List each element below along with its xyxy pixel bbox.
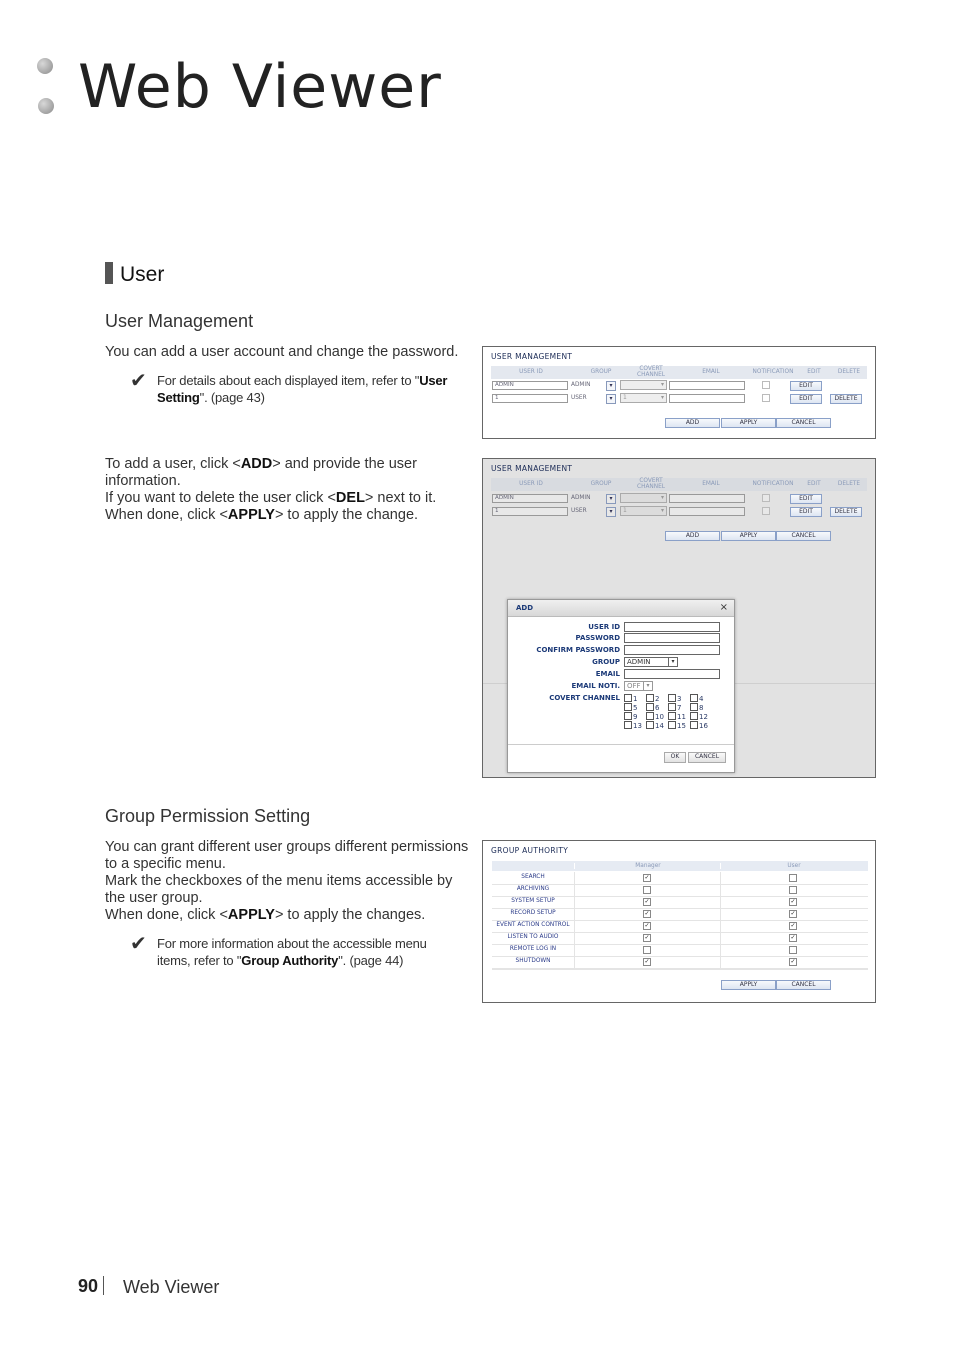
group-dropdown-icon[interactable]: ▾ [606,394,616,404]
user-id-field[interactable]: ADMIN [492,381,568,390]
page-number: 90 [78,1276,99,1296]
covert-channel-checkbox[interactable]: 8 [690,703,703,712]
user-permission-checkbox[interactable]: ✓ [790,898,796,905]
chevron-down-icon: ▾ [668,658,677,666]
edit-button: EDIT [790,494,822,504]
group-permission-text: You can grant different user groups different permissions to a specific menu. Mark the checkboxes of the menu items accessible by the user group. When done, click <APPLY> to apply the changes. [105,839,469,923]
group-label: GROUP [592,658,620,666]
checkbox-icon [690,703,698,711]
menu-item-name: SHUTDOWN [515,958,551,964]
manager-permission-checkbox[interactable]: ✓ [644,898,650,905]
chevron-down-icon: ▾ [643,682,652,690]
checkbox-icon [646,712,654,720]
add-user-instructions: To add a user, click <ADD> and provide the user information. If you want to delete the user click <DEL> next to it. When done, click <APPLY> to apply the change. [105,456,437,523]
checkbox-icon [668,712,676,720]
footer-divider [103,1276,104,1295]
covert-channel-checkbox[interactable]: 1 [624,694,637,703]
apply-button: APPLY [721,531,776,541]
user-management-intro: You can add a user account and change the password. [105,344,459,360]
checkbox-icon [624,712,632,720]
menu-item-name: REMOTE LOG IN [509,946,557,952]
checkmark-icon: ✔ [130,931,147,955]
confirm-password-input[interactable] [624,645,720,655]
group-value: ADMIN [571,495,591,501]
notification-checkbox [762,494,770,502]
checkbox-icon [690,721,698,729]
apply-button[interactable]: APPLY [721,418,776,428]
covert-channel-label: COVERT CHANNEL [549,694,620,702]
section-bar-icon [105,262,113,284]
email-noti-label: EMAIL NOTI. [571,682,620,690]
email-field[interactable] [669,381,745,390]
checkbox-icon [624,721,632,729]
header-bullet-icon [37,58,53,74]
user-permission-checkbox[interactable] [789,874,797,882]
menu-item-name: ARCHIVING [516,886,550,892]
notification-checkbox[interactable] [762,394,770,402]
confirm-password-label: CONFIRM PASSWORD [536,646,620,654]
panel-title: USER MANAGEMENT [491,464,573,473]
edit-button[interactable]: EDIT [790,394,822,404]
covert-channel-checkbox[interactable]: 12 [690,712,708,721]
notification-checkbox [762,507,770,515]
manager-permission-checkbox[interactable] [643,886,651,894]
table-header: Manager User [492,861,868,871]
covert-channel-checkbox[interactable]: 5 [624,703,637,712]
email-input[interactable] [624,669,720,679]
group-value: USER [571,508,587,514]
checkbox-icon [690,712,698,720]
menu-item-name: SEARCH [521,874,545,880]
covert-channel-checkbox[interactable]: 9 [624,712,637,721]
covert-channel-checkbox[interactable]: 11 [668,712,686,721]
checkbox-icon [668,694,676,702]
covert-channel-checkbox[interactable]: 10 [646,712,664,721]
header-bullet-icon [38,98,54,114]
user-management-note: For details about each displayed item, refer to "User Setting". (page 43) [157,373,448,405]
cancel-button[interactable]: CANCEL [776,980,831,990]
checkbox-icon [624,703,632,711]
group-permission-note: For more information about the accessible menu items, refer to "Group Authority". (page 44) [157,936,427,968]
cancel-button: CANCEL [776,531,831,541]
user-id-field: 1 [492,507,568,516]
covert-channel-dropdown[interactable]: 1 ▾ [620,393,667,403]
user-permission-checkbox[interactable]: ✓ [790,934,796,941]
page-title: Web Viewer [78,52,442,122]
covert-channel-checkbox[interactable]: 7 [668,703,681,712]
checkbox-icon [624,694,632,702]
panel-title: GROUP AUTHORITY [491,846,569,855]
cancel-button[interactable]: CANCEL [688,752,726,763]
covert-channel-dropdown: 1 ▾ [620,506,667,516]
menu-item-name: LISTEN TO AUDIO [507,934,559,940]
group-select[interactable]: ADMIN ▾ [624,657,678,667]
covert-channel-checkbox[interactable]: 15 [668,721,686,730]
user-permission-checkbox[interactable]: ✓ [790,910,796,917]
manager-permission-checkbox[interactable]: ✓ [644,934,650,941]
manager-permission-checkbox[interactable]: ✓ [644,922,650,929]
covert-channel-checkbox[interactable]: 3 [668,694,681,703]
email-field [669,507,745,516]
group-authority-panel [482,840,876,1003]
email-label: EMAIL [595,670,620,678]
group-dropdown-icon[interactable]: ▾ [606,381,616,391]
group-value: USER [571,395,587,401]
user-id-field: ADMIN [492,494,568,503]
checkbox-icon [646,703,654,711]
covert-channel-dropdown[interactable]: ▾ [620,380,667,390]
user-permission-checkbox[interactable]: ✓ [790,958,796,965]
group-dropdown-icon: ▾ [606,507,616,517]
add-button[interactable]: ADD [665,418,720,428]
menu-item-name: EVENT ACTION CONTROL [496,922,570,928]
dialog-title: ADD [516,604,534,612]
covert-channel-checkbox[interactable]: 2 [646,694,659,703]
user-id-field[interactable]: 1 [492,394,568,403]
apply-button[interactable]: APPLY [721,980,776,990]
close-icon[interactable]: × [719,602,728,613]
manager-permission-checkbox[interactable] [643,946,651,954]
group-permission-heading: Group Permission Setting [105,806,311,826]
add-button: ADD [665,531,720,541]
footer-chapter: Web Viewer [123,1277,220,1297]
checkbox-icon [668,703,676,711]
group-value: ADMIN [571,382,591,388]
section-title: User [105,262,164,287]
menu-item-name: SYSTEM SETUP [511,898,555,904]
email-noti-select[interactable]: OFF ▾ [624,681,653,691]
notification-checkbox[interactable] [762,381,770,389]
cancel-button[interactable]: CANCEL [776,418,831,428]
menu-item-name: RECORD SETUP [510,910,556,916]
checkbox-icon [646,721,654,729]
covert-channel-dropdown: ▾ [620,493,667,503]
edit-button[interactable]: EDIT [790,381,822,391]
ok-button[interactable]: OK [664,752,686,763]
checkbox-icon [690,694,698,702]
checkmark-icon: ✔ [130,368,147,392]
checkbox-icon [646,694,654,702]
user-permission-checkbox[interactable] [789,946,797,954]
covert-channel-checkbox[interactable]: 13 [624,721,642,730]
manager-permission-checkbox[interactable]: ✓ [644,910,650,917]
delete-button: DELETE [830,507,862,517]
covert-channel-checkbox[interactable]: 4 [690,694,703,703]
delete-button[interactable]: DELETE [830,394,862,404]
table-row [492,956,868,969]
user-id-label: USER ID [588,623,620,631]
manager-permission-checkbox[interactable]: ✓ [644,958,650,965]
user-management-heading: User Management [105,311,254,331]
password-input[interactable] [624,633,720,643]
panel-title: USER MANAGEMENT [491,352,573,361]
manager-permission-checkbox[interactable]: ✓ [644,874,650,881]
edit-button: EDIT [790,507,822,517]
covert-channel-checkbox[interactable]: 16 [690,721,708,730]
email-field[interactable] [669,394,745,403]
dialog-header [508,600,734,617]
user-management-panel [482,346,876,439]
covert-channel-checkbox[interactable]: 14 [646,721,664,730]
table-header: USER ID GROUP COVERT CHANNEL EMAIL NOTIFICATION EDIT DELETE [491,366,867,379]
password-label: PASSWORD [575,634,620,642]
covert-channel-checkbox[interactable]: 6 [646,703,659,712]
email-field [669,494,745,503]
checkbox-icon [668,721,676,729]
add-user-dialog [507,599,735,773]
table-header: USER ID GROUP COVERT CHANNEL EMAIL NOTIFICATION EDIT DELETE [491,478,867,491]
add-user-panel [482,458,876,778]
user-id-input[interactable] [624,622,720,632]
user-permission-checkbox[interactable] [789,886,797,894]
group-dropdown-icon: ▾ [606,494,616,504]
user-permission-checkbox[interactable]: ✓ [790,922,796,929]
